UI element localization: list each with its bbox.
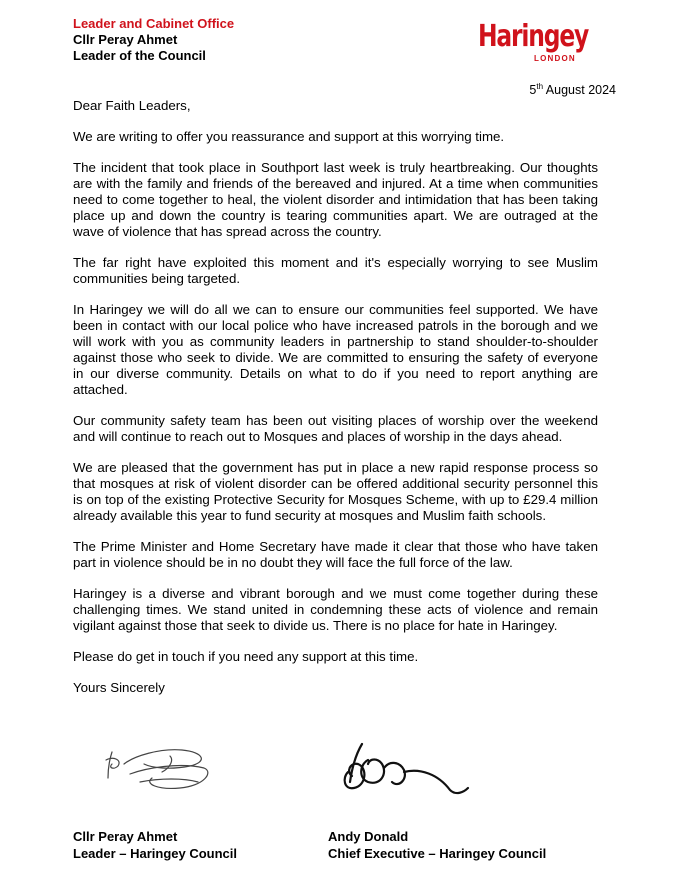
logo-wordmark: Haringey (478, 19, 589, 54)
signatory-title: Chief Executive – Haringey Council (328, 846, 547, 861)
office-name: Leader and Cabinet Office (73, 16, 235, 31)
signature-leader (100, 738, 220, 798)
signatory-chief-executive (328, 828, 546, 862)
paragraph: The far right have exploited this moment and it's especially worrying to see Muslim communities being targeted. (73, 255, 598, 286)
date-suffix: th (536, 82, 544, 91)
paragraph: Please do get in touch if you need any support at this time. (73, 649, 419, 664)
paragraph: The incident that took place in Southport last week is truly heartbreaking. Our thoughts are with the family and friends of the bereaved and injured. At a time when communities need to come together to heal, the violent disorder and intimidation that has been taking place up and down the country is tearing communities apart. We are outraged at the wave of violence that has spread across the country. (73, 160, 598, 239)
closing: Yours Sincerely (73, 680, 165, 695)
haringey-logo (478, 20, 602, 70)
signatory-name: Andy Donald (328, 829, 409, 844)
paragraph: We are writing to offer you reassurance and support at this worrying time. (73, 129, 505, 144)
paragraph: In Haringey we will do all we can to ensure our communities feel supported. We have been in contact with our local police who have increased patrols in the borough and we will work with you as community leaders in partnership to stand shoulder-to-shoulder against those who seek to divide. We are committed to ensuring the safety of everyone in our diverse community. Details on what to do if you need to report anything are attached. (73, 302, 598, 397)
letter-date (529, 82, 616, 97)
salutation: Dear Faith Leaders, (73, 98, 191, 113)
paragraph: The Prime Minister and Home Secretary have made it clear that those who have taken part in violence should be in no doubt they will face the full force of the law. (73, 539, 598, 570)
paragraph: Our community safety team has been out visiting places of worship over the weekend and will continue to reach out to Mosques and places of worship in the days ahead. (73, 413, 598, 444)
logo-london: LONDON (534, 54, 576, 63)
sender-name: Cllr Peray Ahmet (73, 32, 178, 47)
sender-block (73, 16, 234, 64)
date-day: 5 (529, 83, 537, 98)
signatory-leader (73, 828, 237, 862)
sender-role: Leader of the Council (73, 48, 206, 63)
letter-body (73, 98, 598, 711)
signatory-name: Cllr Peray Ahmet (73, 829, 178, 844)
date-rest: August 2024 (543, 83, 616, 98)
paragraph: We are pleased that the government has put in place a new rapid response process so that mosques at risk of violent disorder can be offered additional security personnel this is on top of the existing Protective Security for Mosques Scheme, with up to £29.4 million already available this year to fund security at mosques and Muslim faith schools. (73, 460, 598, 523)
paragraph: Haringey is a diverse and vibrant borough and we must come together during these challenging times. We stand united in condemning these acts of violence and remain vigilant against those that seek to divide us. There is no place for hate in Haringey. (73, 586, 598, 633)
signatory-title: Leader – Haringey Council (73, 846, 237, 861)
signature-chief-executive (338, 738, 478, 802)
